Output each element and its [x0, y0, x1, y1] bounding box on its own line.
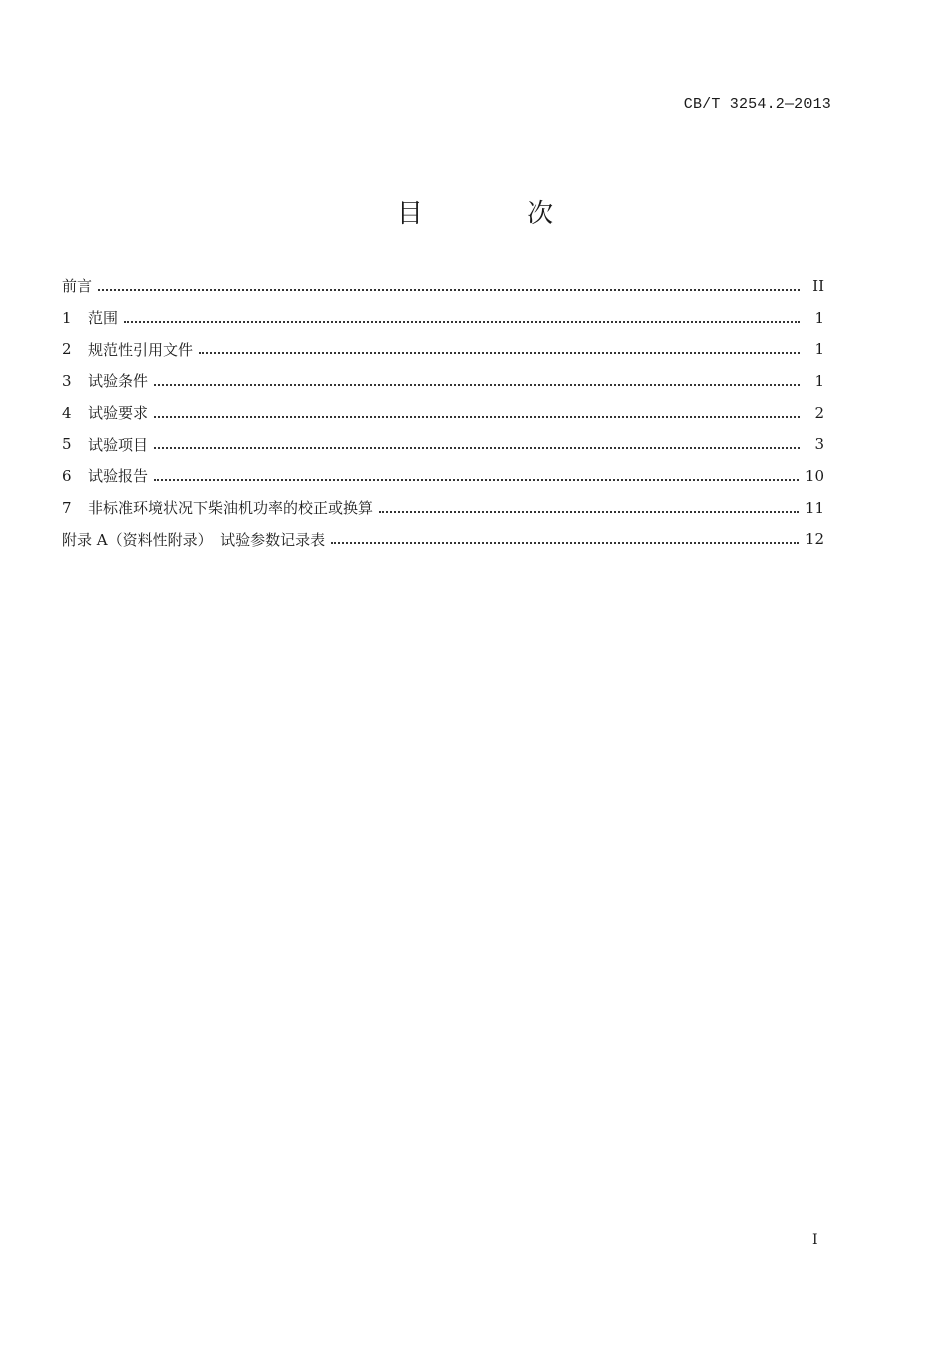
toc-entry-label: 附录 A（资料性附录） 试验参数记录表 [62, 530, 326, 549]
toc-dot-leader [154, 447, 800, 449]
toc-entry-number: 2 [62, 340, 72, 359]
toc-entry-number: 3 [62, 371, 72, 390]
toc-dot-leader [199, 352, 800, 354]
toc-entry-page: 1 [814, 308, 824, 327]
toc-dot-leader [154, 384, 800, 386]
toc-entry-appendix-a[interactable] [62, 524, 824, 556]
toc-entry-label: 前言 [62, 277, 93, 296]
toc-entry-6[interactable] [62, 460, 824, 492]
page-title: 目 次 [396, 199, 602, 229]
toc-dot-leader [98, 289, 800, 291]
toc-entry-label: 试验项目 [88, 435, 149, 454]
toc-entry-label: 试验报告 [88, 467, 149, 486]
toc-entry-number: 1 [62, 308, 72, 327]
toc-entry-label: 试验条件 [88, 372, 149, 391]
toc-dot-leader [154, 416, 800, 418]
toc-entry-page: 1 [814, 340, 824, 359]
toc-entry-label: 试验要求 [88, 404, 149, 423]
standard-code: CB/T 3254.2—2013 [683, 96, 831, 113]
toc-entry-7[interactable] [62, 492, 824, 524]
toc-entry-page: 3 [814, 435, 824, 454]
toc-entry-foreword[interactable] [62, 270, 824, 302]
toc-entry-2[interactable] [62, 333, 824, 365]
toc-entry-number: 7 [62, 498, 72, 517]
toc-dot-leader [124, 321, 800, 323]
toc-entry-page: 10 [804, 466, 824, 485]
toc-entry-number: 6 [62, 466, 72, 485]
toc-dot-leader [379, 511, 799, 513]
toc-entry-3[interactable] [62, 365, 824, 397]
toc-entry-page: II [812, 276, 824, 295]
toc-dot-leader [154, 479, 799, 481]
toc-entry-5[interactable] [62, 428, 824, 460]
toc-entry-page: 2 [814, 403, 824, 422]
toc-entry-number: 4 [62, 403, 72, 422]
toc-entry-1[interactable] [62, 302, 824, 334]
page-number: I [812, 1232, 818, 1248]
toc-entry-4[interactable] [62, 397, 824, 429]
toc-entry-label: 非标准环境状况下柴油机功率的校正或换算 [88, 499, 374, 518]
toc-entry-page: 12 [804, 530, 824, 549]
toc-dot-leader [331, 542, 799, 544]
toc-entry-page: 11 [804, 498, 824, 517]
toc-entry-label: 范围 [88, 309, 119, 328]
toc-entry-page: 1 [814, 371, 824, 390]
toc-entry-label: 规范性引用文件 [88, 340, 194, 359]
toc-entry-number: 5 [62, 435, 72, 454]
table-of-contents [62, 270, 824, 555]
